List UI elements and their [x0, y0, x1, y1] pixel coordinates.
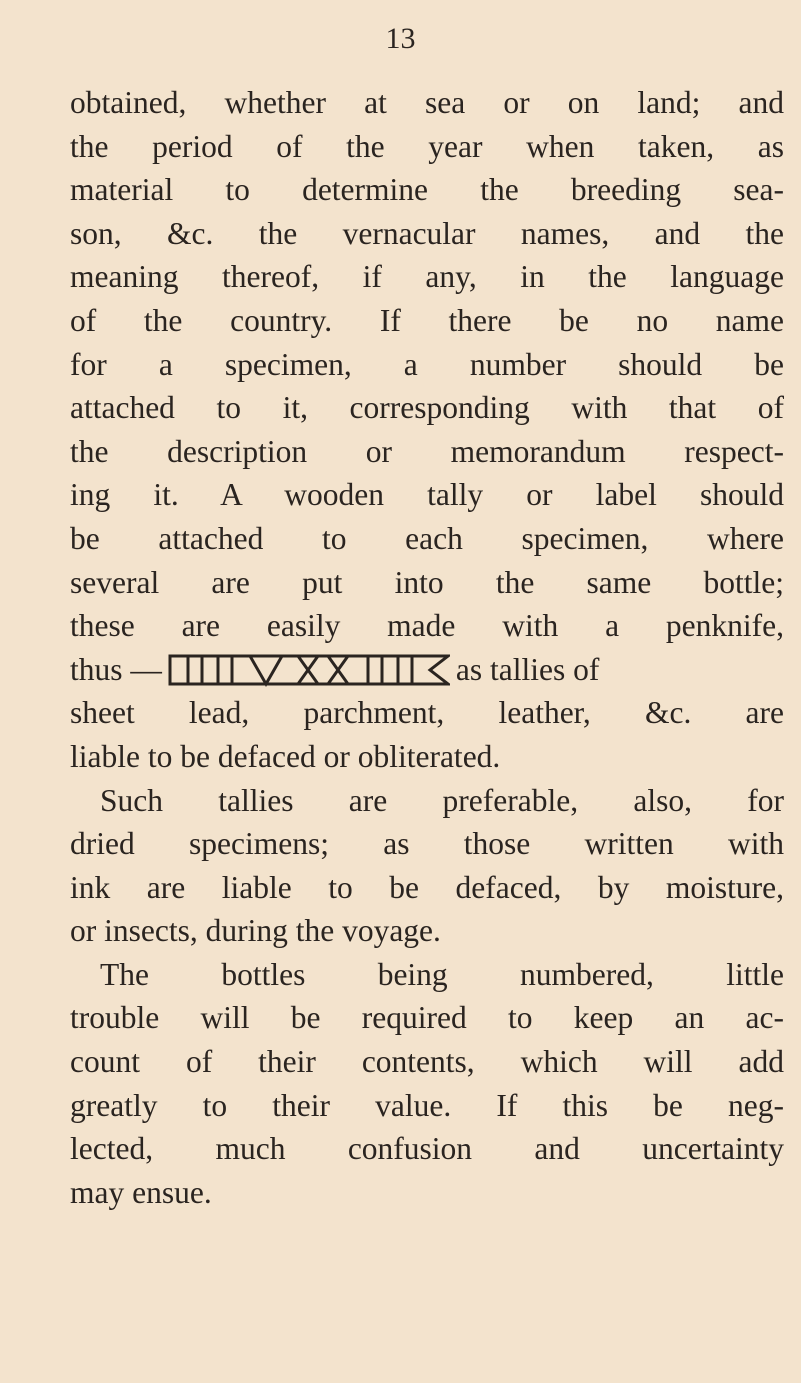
text-line: count of their contents, which will add — [70, 1044, 784, 1080]
text-line: greatly to their value. If this be neg- — [70, 1087, 784, 1123]
text-line: son, &c. the vernacular names, and the — [70, 215, 784, 251]
text-line: ing it. A wooden tally or label should — [70, 477, 784, 513]
text-line: for a specimen, a number should be — [70, 346, 784, 382]
text-line: liable to be defaced or obliterated. — [70, 738, 501, 774]
text-line: the description or memorandum respect- — [70, 433, 784, 469]
text-line: trouble will be required to keep an ac- — [70, 1000, 784, 1036]
text-line: several are put into the same bottle; — [70, 564, 784, 600]
text-line: be attached to each specimen, where — [70, 520, 784, 556]
tally-after-text: as tallies of — [455, 651, 600, 687]
text-line: Such tallies are preferable, also, for — [100, 782, 784, 818]
text-line: lected, much confusion and uncertainty — [70, 1131, 784, 1167]
page-number: 13 — [385, 22, 416, 55]
tally-before-text: thus — — [70, 651, 162, 687]
text-line: may ensue. — [70, 1174, 212, 1210]
text-line: of the country. If there be no name — [70, 302, 784, 338]
text-line: attached to it, corresponding with that of — [70, 390, 784, 426]
text-line: obtained, whether at sea or on land; and — [70, 85, 784, 120]
text-line: these are easily made with a penknife, — [70, 608, 784, 644]
text-line: dried specimens; as those written with — [70, 826, 784, 862]
text-line: the period of the year when taken, as — [70, 128, 784, 164]
text-line: meaning thereof, if any, in the language — [70, 259, 784, 295]
tally-notch-illustration — [168, 652, 450, 688]
text-line: or insects, during the voyage. — [70, 913, 441, 949]
text-line: ink are liable to be defaced, by moisture, — [70, 869, 784, 905]
body-text — [70, 81, 784, 1214]
text-line: material to determine the breeding sea- — [70, 172, 784, 208]
tally-line — [70, 648, 784, 692]
text-line: The bottles being numbered, little — [100, 956, 784, 992]
text-line: sheet lead, parchment, leather, &c. are — [70, 695, 784, 731]
